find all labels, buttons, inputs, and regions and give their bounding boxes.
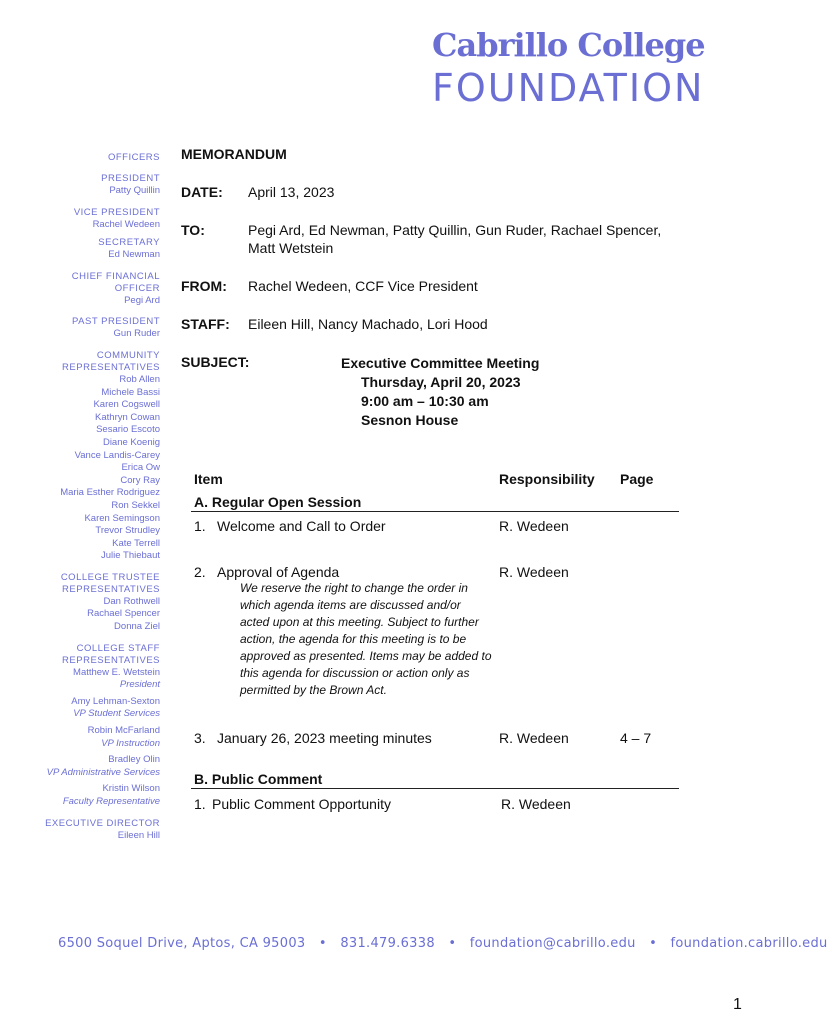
sidebar-heading: EXECUTIVE DIRECTOR bbox=[45, 817, 160, 829]
memo-title: MEMORANDUM bbox=[181, 146, 287, 162]
agenda-item-responsibility: R. Wedeen bbox=[499, 564, 569, 580]
subject-label: SUBJECT: bbox=[181, 354, 250, 370]
sidebar-name: Rachael Spencer bbox=[87, 608, 160, 620]
sidebar-name: Trevor Strudley bbox=[95, 525, 160, 537]
sidebar-name: Maria Esther Rodriguez bbox=[60, 487, 160, 499]
agenda-item-number: 2. bbox=[194, 564, 206, 580]
community-representatives bbox=[40, 350, 160, 563]
sidebar-name: Robin McFarland bbox=[87, 725, 160, 737]
staff-representatives bbox=[40, 643, 160, 809]
footer-phone: 831.479.6338 bbox=[340, 936, 435, 951]
sidebar-role: VP Administrative Services bbox=[46, 766, 160, 778]
sidebar-role: VP Student Services bbox=[73, 708, 160, 720]
officers-sidebar bbox=[40, 152, 160, 851]
to-label: TO: bbox=[181, 222, 205, 238]
sidebar-role: Faculty Representative bbox=[62, 796, 160, 807]
sidebar-role: VP Instruction bbox=[101, 737, 160, 749]
date-label: DATE: bbox=[181, 184, 223, 200]
sidebar-name: Michele Bassi bbox=[101, 386, 160, 398]
trustee-representatives bbox=[40, 572, 160, 634]
footer-email[interactable]: foundation@cabrillo.edu bbox=[469, 936, 636, 951]
sidebar-name: Gun Ruder bbox=[113, 328, 160, 340]
sidebar-heading: PAST PRESIDENT bbox=[72, 316, 160, 328]
section-b-title: B. Public Comment bbox=[194, 771, 323, 787]
sidebar-name: Kate Terrell bbox=[112, 537, 160, 549]
sidebar-name: Erica Ow bbox=[121, 462, 160, 474]
agenda-item-responsibility: R. Wedeen bbox=[499, 730, 569, 746]
section-rule bbox=[191, 788, 679, 789]
sidebar-name: Matthew E. Wetstein bbox=[73, 666, 160, 678]
sidebar-name: Rachel Wedeen bbox=[92, 218, 160, 230]
logo-foundation: FOUNDATION bbox=[432, 66, 705, 110]
sidebar-name: Ed Newman bbox=[108, 249, 160, 261]
footer-contact bbox=[58, 936, 828, 951]
sidebar-name: Sesario Escoto bbox=[96, 424, 160, 436]
agenda-item-responsibility: R. Wedeen bbox=[499, 518, 569, 534]
agenda-item-title: Welcome and Call to Order bbox=[217, 518, 386, 534]
sidebar-name: Karen Cogswell bbox=[93, 399, 160, 411]
sidebar-name: Bradley Olin bbox=[108, 754, 160, 766]
footer-website[interactable]: foundation.cabrillo.edu bbox=[670, 936, 828, 951]
sidebar-name: Donna Ziel bbox=[114, 621, 160, 633]
page-number: 1 bbox=[733, 996, 742, 1013]
agenda-item-responsibility: R. Wedeen bbox=[501, 796, 571, 812]
sidebar-heading: COLLEGE STAFF REPRESENTATIVES bbox=[62, 642, 160, 666]
sidebar-name: Julie Thiebaut bbox=[101, 550, 160, 562]
sidebar-name: Diane Koenig bbox=[102, 436, 160, 448]
sidebar-name: Cory Ray bbox=[120, 474, 160, 486]
col-page-header: Page bbox=[620, 471, 654, 487]
agenda-item-number: 1. bbox=[194, 796, 206, 812]
footer-separator: • bbox=[448, 936, 457, 951]
agenda-item-title: Public Comment Opportunity bbox=[212, 796, 391, 812]
sidebar-heading: COLLEGE TRUSTEE REPRESENTATIVES bbox=[60, 571, 160, 595]
logo-college-name: Cabrillo College bbox=[432, 26, 705, 64]
col-responsibility-header: Responsibility bbox=[499, 471, 595, 487]
staff-label: STAFF: bbox=[181, 316, 230, 332]
agenda-note: We reserve the right to change the order in which agenda items are discussed and/or acted upon at this meeting. Subject to further action, the agenda for this meeting is to be approved as presented. Items may be added to this agenda for discussion or action only as permitted by the Brown Act. bbox=[240, 581, 492, 697]
agenda-item-page: 4 – 7 bbox=[620, 730, 652, 746]
agenda-item-title: Approval of Agenda bbox=[217, 564, 340, 580]
sidebar-heading: OFFICERS bbox=[107, 152, 160, 163]
section-rule bbox=[191, 511, 679, 512]
sidebar-name: Kathryn Cowan bbox=[95, 411, 160, 423]
to-value: Pegi Ard, Ed Newman, Patty Quillin, Gun Ruder, Rachael Spencer, Matt Wetstein bbox=[248, 222, 662, 256]
sidebar-name: Rob Allen bbox=[119, 373, 160, 385]
agenda-item-number: 1. bbox=[194, 518, 206, 534]
sidebar-heading: VICE PRESIDENT bbox=[73, 206, 160, 218]
sidebar-heading: CHIEF FINANCIAL OFFICER bbox=[71, 270, 160, 294]
agenda-item-title: January 26, 2023 meeting minutes bbox=[217, 730, 432, 746]
from-value: Rachel Wedeen, CCF Vice President bbox=[248, 278, 478, 294]
sidebar-heading: PRESIDENT bbox=[101, 173, 160, 184]
subject-line: Thursday, April 20, 2023 bbox=[361, 374, 521, 390]
from-label: FROM: bbox=[181, 278, 227, 294]
sidebar-name: Ron Sekkel bbox=[111, 499, 160, 511]
staff-value: Eileen Hill, Nancy Machado, Lori Hood bbox=[248, 316, 488, 332]
subject-line: 9:00 am – 10:30 am bbox=[361, 393, 489, 409]
sidebar-heading: SECRETARY bbox=[98, 237, 160, 249]
footer-address: 6500 Soquel Drive, Aptos, CA 95003 bbox=[58, 936, 306, 951]
col-item-header: Item bbox=[194, 471, 223, 487]
sidebar-name: Eileen Hill bbox=[117, 829, 160, 841]
date-value: April 13, 2023 bbox=[248, 184, 335, 200]
sidebar-name: Kristin Wilson bbox=[102, 783, 160, 795]
footer-separator: • bbox=[318, 936, 327, 951]
section-a-title: A. Regular Open Session bbox=[194, 494, 362, 510]
sidebar-heading: COMMUNITY REPRESENTATIVES bbox=[62, 349, 160, 373]
subject-block bbox=[341, 354, 539, 430]
subject-line: Executive Committee Meeting bbox=[341, 355, 540, 371]
agenda-item-number: 3. bbox=[194, 730, 206, 746]
sidebar-name: Pegi Ard bbox=[124, 294, 160, 306]
sidebar-name: Dan Rothwell bbox=[103, 595, 160, 607]
sidebar-name: Patty Quillin bbox=[109, 185, 160, 196]
sidebar-name: Amy Lehman-Sexton bbox=[71, 695, 160, 707]
subject-line: Sesnon House bbox=[361, 412, 459, 428]
sidebar-name: Vance Landis-Carey bbox=[74, 449, 160, 461]
sidebar-name: Karen Semingson bbox=[84, 512, 160, 524]
footer-separator: • bbox=[649, 936, 658, 951]
sidebar-role: President bbox=[119, 679, 160, 691]
